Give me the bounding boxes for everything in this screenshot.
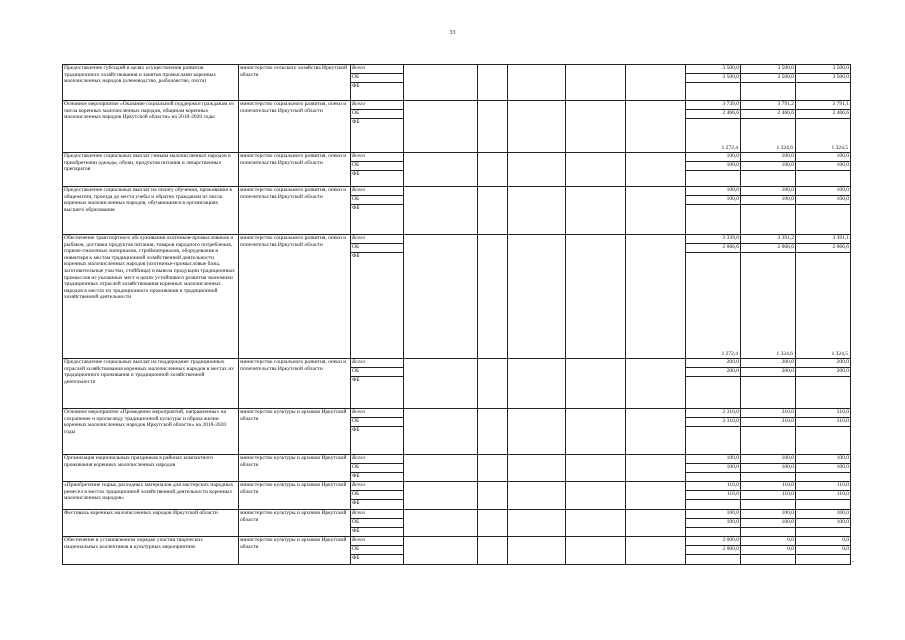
amount-value: 200,0 — [686, 368, 740, 377]
funding-source-label: ОБ — [351, 546, 403, 555]
funding-source-label: Всего — [351, 455, 403, 464]
amount-value: 2 000,0 — [686, 537, 740, 546]
amount-value: 110,0 — [686, 491, 740, 500]
empty-cell — [478, 537, 508, 565]
amount-footnote-value: 1 272,4 — [721, 145, 738, 152]
funding-source-cell — [351, 187, 404, 235]
amount-value: 200,0 — [741, 359, 795, 368]
amount-value — [796, 205, 850, 213]
empty-cell — [508, 187, 566, 235]
amount-value — [796, 171, 850, 179]
amount-value: 3 739,0 — [686, 101, 740, 110]
table-row — [63, 510, 851, 537]
amount-value: 3 500,0 — [741, 74, 795, 83]
empty-cell — [566, 409, 626, 455]
amount-value: 100,0 — [741, 519, 795, 528]
amount-value — [741, 253, 795, 261]
amount-value: 0,0 — [741, 537, 795, 546]
funding-source-cell — [351, 510, 404, 537]
empty-cell — [508, 359, 566, 409]
funding-source-label: ФБ — [352, 427, 360, 433]
empty-cell — [478, 235, 508, 359]
funding-source-cell — [351, 482, 404, 510]
amount-value: 3 500,0 — [796, 74, 850, 83]
empty-cell — [404, 235, 478, 359]
empty-cell — [508, 455, 566, 482]
empty-cell — [478, 359, 508, 409]
amount-value — [741, 205, 795, 213]
funding-source-label: Всего — [351, 153, 403, 162]
funding-source-label: ОБ — [351, 162, 403, 171]
table-row — [63, 537, 851, 565]
amount-value: 100,0 — [686, 196, 740, 205]
table-row — [63, 153, 851, 187]
table-row — [63, 359, 851, 409]
amount-value — [686, 253, 740, 261]
amount-value: 100,0 — [741, 153, 795, 162]
amount-cell — [686, 101, 741, 153]
budget-table — [62, 64, 851, 565]
amount-value: 2 310,0 — [686, 418, 740, 427]
table-row — [63, 235, 851, 359]
funding-source-cell — [351, 101, 404, 153]
funding-source-label: ОБ — [351, 418, 403, 427]
amount-cell — [796, 187, 851, 235]
amount-cell — [796, 482, 851, 510]
amount-value — [741, 171, 795, 179]
activity-name-cell: Организация национальных праздников в районах компактного проживания коренных малочисленных народов — [63, 455, 239, 482]
funding-source-label: ОБ — [351, 110, 403, 119]
empty-cell — [478, 510, 508, 537]
amount-value — [741, 83, 795, 91]
amount-cell — [796, 409, 851, 455]
funding-source-cell — [351, 65, 404, 101]
funding-source-label: ОБ — [351, 244, 403, 253]
funding-source-label: Всего — [351, 537, 403, 546]
activity-name-cell: Предоставление социальных выплат на поддержание традиционных отраслей хозяйствования коренных малочисленных народов в местах их традиционного проживания и традиционной хозяйственной деятельности — [63, 359, 239, 409]
amount-value: 3 791,1 — [796, 101, 850, 110]
amount-value: 3 391,1 — [796, 235, 850, 244]
table-row — [63, 101, 851, 153]
amount-cell — [796, 537, 851, 565]
amount-footnote-value: 1 324,5 — [831, 351, 848, 358]
amount-cell — [741, 187, 796, 235]
empty-cell — [478, 455, 508, 482]
empty-cell — [626, 359, 686, 409]
amount-value: 2 466,6 — [796, 110, 850, 119]
empty-cell — [404, 187, 478, 235]
amount-value: 200,0 — [741, 368, 795, 377]
empty-cell — [626, 235, 686, 359]
table-row — [63, 409, 851, 455]
empty-cell — [566, 187, 626, 235]
amount-value: 100,0 — [796, 455, 850, 464]
empty-cell — [478, 65, 508, 101]
funding-source-label: ФБ — [352, 83, 360, 89]
amount-value: 100,0 — [686, 455, 740, 464]
amount-value: 200,0 — [796, 368, 850, 377]
activity-name-cell: Предоставление социальных выплат на оплату обучения, проживания в общежитии, проезда до места учебы и обратно гражданам из числа коренных малочисленных народов, обучающимся в организациях высшего образования — [63, 187, 239, 235]
amount-cell — [741, 65, 796, 101]
activity-name-cell: Фестиваль коренных малочисленных народов Иркутской области — [63, 510, 239, 537]
amount-value — [686, 119, 740, 127]
amount-cell — [741, 482, 796, 510]
activity-name-cell: «Приобретение сырья, расходных материалов для мастерских народных ремесел в местах традиционной хозяйственной деятельности коренных малочисленных народов» — [63, 482, 239, 510]
empty-cell — [404, 510, 478, 537]
amount-value: 100,0 — [796, 196, 850, 205]
activity-name-cell: Обеспечение транспортного обслуживания охотников-промысловиков и рыбаков, доставки продуктов питания, товаров народного потребления, горюче-смазочных материалов, стройматериалов, оборудования и инвентаря к местам традиционной хозяйственной деятельности коренных малочисленных народов (охотничье-промысловые базы, заготовительные участки, стойбища) и вывоза продукции традиционных промыслов из указанных мест в целях устойчивого развития экономики традиционных отраслей хозяйствования коренных малочисленных народов в местах их традиционного проживания и традиционной хозяйственной деятельности — [63, 235, 239, 359]
funding-source-label: Всего — [351, 101, 403, 110]
amount-value — [741, 473, 795, 481]
table-row — [63, 187, 851, 235]
amount-value: 310,0 — [796, 409, 850, 418]
amount-value — [796, 555, 850, 563]
amount-cell — [686, 235, 741, 359]
amount-value: 110,0 — [796, 491, 850, 500]
empty-cell — [626, 65, 686, 101]
amount-cell — [796, 510, 851, 537]
amount-cell — [741, 537, 796, 565]
amount-value — [686, 205, 740, 213]
empty-cell — [404, 359, 478, 409]
amount-value: 100,0 — [686, 153, 740, 162]
amount-cell — [796, 359, 851, 409]
amount-value: 100,0 — [796, 187, 850, 196]
executor-cell: министерство культуры и архивов Иркутской области — [239, 510, 351, 537]
amount-value: 0,0 — [796, 546, 850, 555]
amount-footnote-value: 1 324,5 — [831, 145, 848, 152]
amount-cell — [686, 455, 741, 482]
executor-cell: министерство социального развития, опеки и попечительства Иркутской области — [239, 235, 351, 359]
empty-cell — [566, 153, 626, 187]
empty-cell — [508, 65, 566, 101]
funding-source-label: Всего — [351, 409, 403, 418]
amount-value — [686, 473, 740, 481]
amount-cell — [796, 153, 851, 187]
funding-source-label: ОБ — [351, 196, 403, 205]
funding-source-label: Всего — [351, 482, 403, 491]
amount-value — [686, 500, 740, 508]
activity-name-cell: Обеспечение в установленном порядке участия творческих национальных коллективов в культурных мероприятиях — [63, 537, 239, 565]
amount-cell — [686, 537, 741, 565]
amount-value: 100,0 — [741, 187, 795, 196]
amount-value: 2 310,0 — [686, 409, 740, 418]
amount-value: 100,0 — [686, 464, 740, 473]
amount-value: 3 500,0 — [686, 65, 740, 74]
amount-value — [796, 473, 850, 481]
amount-value: 110,0 — [741, 482, 795, 491]
empty-cell — [508, 482, 566, 510]
amount-value: 3 500,0 — [741, 65, 795, 74]
amount-footnote-value: 1 272,4 — [721, 351, 738, 358]
empty-cell — [404, 455, 478, 482]
empty-cell — [566, 65, 626, 101]
funding-source-label: Всего — [351, 65, 403, 74]
amount-footnote-value: 1 324,6 — [776, 351, 793, 358]
amount-footnote-value: 1 324,6 — [776, 145, 793, 152]
amount-value: 100,0 — [686, 510, 740, 519]
amount-value: 100,0 — [796, 153, 850, 162]
funding-source-cell — [351, 153, 404, 187]
funding-source-label: ФБ — [352, 171, 360, 177]
amount-cell — [796, 65, 851, 101]
empty-cell — [478, 187, 508, 235]
amount-value — [741, 500, 795, 508]
amount-value: 2 066,6 — [686, 244, 740, 253]
amount-value — [686, 555, 740, 563]
amount-value: 100,0 — [686, 187, 740, 196]
amount-value: 200,0 — [796, 359, 850, 368]
funding-source-label: Всего — [351, 187, 403, 196]
funding-source-label: ФБ — [352, 528, 360, 534]
executor-cell: министерство социального развития, опеки и попечительства Иркутской области — [239, 359, 351, 409]
empty-cell — [404, 153, 478, 187]
funding-source-label: ОБ — [351, 491, 403, 500]
funding-source-label: Всего — [351, 359, 403, 368]
empty-cell — [566, 510, 626, 537]
empty-cell — [566, 359, 626, 409]
amount-value: 310,0 — [796, 418, 850, 427]
amount-value — [741, 555, 795, 563]
funding-source-label: ФБ — [352, 500, 360, 506]
edge-mark: - — [852, 559, 854, 565]
amount-value: 200,0 — [686, 359, 740, 368]
amount-value: 310,0 — [741, 409, 795, 418]
empty-cell — [508, 235, 566, 359]
amount-cell — [686, 482, 741, 510]
amount-cell — [741, 409, 796, 455]
amount-value: 100,0 — [796, 162, 850, 171]
empty-cell — [478, 409, 508, 455]
amount-value — [741, 528, 795, 536]
amount-value — [741, 119, 795, 127]
funding-source-label: ФБ — [352, 253, 360, 259]
funding-source-cell — [351, 537, 404, 565]
amount-cell — [796, 101, 851, 153]
executor-cell: министерство социального развития, опеки и попечительства Иркутской области — [239, 153, 351, 187]
funding-source-label: ФБ — [352, 205, 360, 211]
amount-value — [741, 377, 795, 385]
amount-value — [796, 427, 850, 435]
amount-value: 100,0 — [741, 196, 795, 205]
amount-value: 100,0 — [686, 519, 740, 528]
amount-value: 2 466,6 — [741, 110, 795, 119]
empty-cell — [566, 101, 626, 153]
funding-source-label: ОБ — [351, 464, 403, 473]
empty-cell — [404, 101, 478, 153]
amount-value: 100,0 — [686, 162, 740, 171]
activity-name-cell: Основное мероприятие «Проведение мероприятий, направленных на сохранение и пропаганду традиционной культуры и образа жизни коренных малочисленных народов Иркутской области» на 2018-2020 годы — [63, 409, 239, 455]
amount-cell — [686, 510, 741, 537]
funding-source-label: ОБ — [351, 368, 403, 377]
empty-cell — [566, 482, 626, 510]
funding-source-cell — [351, 359, 404, 409]
empty-cell — [626, 153, 686, 187]
amount-value: 3 339,0 — [686, 235, 740, 244]
amount-value: 100,0 — [741, 162, 795, 171]
amount-value: 100,0 — [796, 510, 850, 519]
amount-value: 2 000,0 — [686, 546, 740, 555]
amount-value: 310,0 — [741, 418, 795, 427]
empty-cell — [478, 482, 508, 510]
empty-cell — [508, 153, 566, 187]
amount-value: 110,0 — [741, 491, 795, 500]
empty-cell — [404, 537, 478, 565]
amount-value — [796, 500, 850, 508]
amount-cell — [686, 65, 741, 101]
executor-cell: министерство культуры и архивов Иркутской области — [239, 455, 351, 482]
amount-value: 100,0 — [796, 464, 850, 473]
empty-cell — [626, 409, 686, 455]
empty-cell — [404, 65, 478, 101]
amount-cell — [796, 455, 851, 482]
page-number: 33 — [449, 30, 456, 36]
empty-cell — [566, 537, 626, 565]
table-row — [63, 65, 851, 101]
empty-cell — [566, 235, 626, 359]
amount-value — [796, 253, 850, 261]
funding-source-label: ФБ — [352, 377, 360, 383]
empty-cell — [566, 455, 626, 482]
empty-cell — [508, 101, 566, 153]
amount-value: 3 500,0 — [686, 74, 740, 83]
funding-source-label: Всего — [351, 510, 403, 519]
funding-source-cell — [351, 455, 404, 482]
amount-value: 110,0 — [686, 482, 740, 491]
executor-cell: министерство сельского хозяйства Иркутской области — [239, 65, 351, 101]
amount-value: 100,0 — [741, 510, 795, 519]
amount-cell — [741, 455, 796, 482]
funding-source-label: ОБ — [351, 74, 403, 83]
amount-cell — [686, 409, 741, 455]
empty-cell — [508, 510, 566, 537]
amount-value: 2 066,6 — [741, 244, 795, 253]
executor-cell: министерство культуры и архивов Иркутской области — [239, 409, 351, 455]
amount-value: 3 391,2 — [741, 235, 795, 244]
funding-source-cell — [351, 409, 404, 455]
empty-cell — [626, 482, 686, 510]
amount-cell — [741, 101, 796, 153]
table-row — [63, 455, 851, 482]
amount-value — [796, 528, 850, 536]
amount-value: 100,0 — [796, 519, 850, 528]
empty-cell — [626, 455, 686, 482]
executor-cell: министерство культуры и архивов Иркутской области — [239, 537, 351, 565]
amount-value: 3 791,2 — [741, 101, 795, 110]
amount-value: 2 066,6 — [796, 244, 850, 253]
amount-value — [796, 83, 850, 91]
amount-value: 100,0 — [741, 455, 795, 464]
amount-value: 0,0 — [741, 546, 795, 555]
empty-cell — [508, 537, 566, 565]
empty-cell — [404, 482, 478, 510]
amount-value: 0,0 — [796, 537, 850, 546]
amount-value — [686, 528, 740, 536]
amount-cell — [686, 153, 741, 187]
executor-cell: министерство социального развития, опеки и попечительства Иркутской области — [239, 187, 351, 235]
funding-source-label: ФБ — [352, 473, 360, 479]
funding-source-cell — [351, 235, 404, 359]
empty-cell — [478, 153, 508, 187]
empty-cell — [626, 187, 686, 235]
amount-cell — [741, 235, 796, 359]
amount-cell — [686, 187, 741, 235]
amount-cell — [741, 510, 796, 537]
amount-value — [686, 83, 740, 91]
funding-source-label: ФБ — [352, 555, 360, 561]
table-row — [63, 482, 851, 510]
amount-value — [686, 171, 740, 179]
empty-cell — [478, 101, 508, 153]
executor-cell: министерство культуры и архивов Иркутской области — [239, 482, 351, 510]
activity-name-cell: Предоставление социальных выплат семьям малочисленных народов в приобретении одежды, обуви, продуктов питания и лекарственных препаратов — [63, 153, 239, 187]
empty-cell — [626, 101, 686, 153]
amount-cell — [796, 235, 851, 359]
amount-cell — [741, 359, 796, 409]
empty-cell — [508, 409, 566, 455]
amount-value — [686, 377, 740, 385]
amount-value — [686, 427, 740, 435]
amount-value: 100,0 — [741, 464, 795, 473]
amount-cell — [686, 359, 741, 409]
activity-name-cell: Основное мероприятие «Оказание социальной поддержки гражданам из числа коренных малочисленных народов, общинам коренных малочисленных народов Иркутской области» на 2018-2020 годы — [63, 101, 239, 153]
amount-value: 110,0 — [796, 482, 850, 491]
empty-cell — [404, 409, 478, 455]
funding-source-label: ФБ — [352, 119, 360, 125]
amount-value — [796, 377, 850, 385]
amount-value — [741, 427, 795, 435]
amount-value — [796, 119, 850, 127]
empty-cell — [626, 537, 686, 565]
executor-cell: министерство социального развития, опеки и попечительства Иркутской области — [239, 101, 351, 153]
amount-cell — [741, 153, 796, 187]
amount-value: 3 500,0 — [796, 65, 850, 74]
funding-source-label: Всего — [351, 235, 403, 244]
empty-cell — [626, 510, 686, 537]
amount-value: 2 466,6 — [686, 110, 740, 119]
activity-name-cell: Предоставление субсидий в целях осуществления развития традиционного хозяйствования и занятия промыслами коренных малочисленных народов (оленеводство, рыболовство, охота) — [63, 65, 239, 101]
funding-source-label: ОБ — [351, 519, 403, 528]
